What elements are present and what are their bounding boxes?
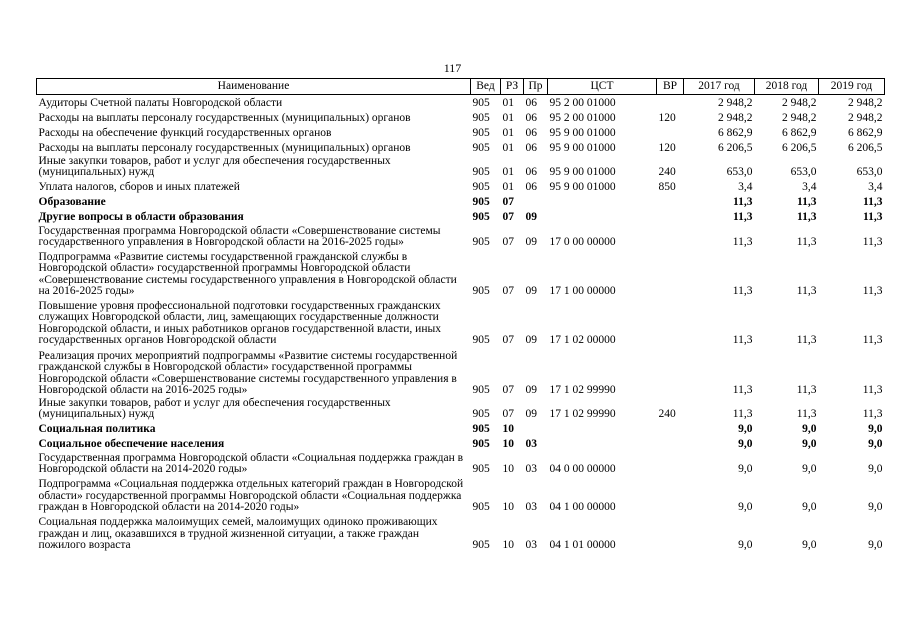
- table-row: [37, 451, 885, 476]
- cell-2019: 9,0: [868, 438, 883, 450]
- cell-name: Социальная поддержка малоимущих семей, малоимущих одиноко проживающих граждан и лиц, оказавшихся в трудной жизненной ситуации, а также граждан пожилого возраста: [38, 516, 438, 551]
- header-rz: РЗ: [501, 79, 524, 95]
- cell-2018: 11,3: [796, 285, 817, 297]
- table-row: [37, 347, 885, 397]
- cell-pr: [524, 421, 548, 436]
- cell-cst: 95 2 00 01000: [549, 97, 616, 109]
- cell-2019: 9,0: [868, 463, 883, 475]
- cell-2017: 11,3: [732, 334, 753, 346]
- cell-rz: 10: [502, 423, 514, 435]
- cell-vr: [657, 249, 684, 298]
- table-row: [37, 110, 885, 125]
- table-row: [37, 514, 885, 552]
- cell-cst: 17 1 00 00000: [549, 285, 616, 297]
- cell-name: Подпрограмма «Развитие системы государственной гражданской службы в Новгородской области» государственной программы Новгородской области «Совершенствование системы государственного управления в Новгородской области на 2016-2025 годы»: [38, 250, 457, 297]
- cell-ved: 905: [472, 501, 490, 513]
- table-row: [37, 298, 885, 347]
- cell-pr: 06: [525, 166, 537, 178]
- cell-2018: 11,3: [797, 196, 817, 208]
- cell-2019: 6 862,9: [848, 127, 883, 139]
- cell-vr: 120: [658, 112, 676, 124]
- table-row: [37, 194, 885, 209]
- cell-pr: 03: [525, 539, 537, 551]
- cell-2018: 11,3: [796, 334, 817, 346]
- cell-rz: 01: [502, 166, 514, 178]
- cell-2017: 11,3: [732, 408, 753, 420]
- cell-pr: 09: [525, 285, 537, 297]
- header-cst: ЦСТ: [548, 79, 657, 95]
- cell-name: Расходы на выплаты персоналу государственных (муниципальных) органов: [38, 142, 411, 154]
- cell-ved: 905: [472, 463, 490, 475]
- header-name: Наименование: [37, 79, 471, 95]
- cell-pr: 06: [525, 181, 537, 193]
- table-row: [37, 95, 885, 110]
- cell-2017: 2 948,2: [718, 97, 753, 109]
- table-row: [37, 209, 885, 224]
- cell-ved: 905: [472, 97, 490, 109]
- table-row: [37, 476, 885, 514]
- cell-rz: 01: [502, 181, 514, 193]
- table-row: [37, 397, 885, 421]
- cell-2019: 11,3: [863, 196, 883, 208]
- cell-pr: 09: [525, 408, 537, 420]
- cell-pr: 03: [525, 438, 537, 450]
- cell-rz: 01: [502, 127, 514, 139]
- cell-vr: [657, 451, 684, 476]
- cell-2019: 11,3: [862, 334, 883, 346]
- cell-name: Государственная программа Новгородской области «Совершенствование системы государственного управления в Новгородской области на 2016-2025 годы»: [38, 224, 441, 248]
- cell-ved: 905: [472, 384, 490, 396]
- cell-cst: 17 0 00 00000: [549, 236, 616, 248]
- cell-vr: [657, 95, 684, 110]
- cell-2017: 9,0: [738, 423, 753, 435]
- cell-pr: 09: [525, 384, 537, 396]
- cell-cst: [548, 194, 657, 209]
- cell-2017: 11,3: [732, 384, 753, 396]
- header-2018: 2018 год: [755, 79, 819, 95]
- cell-vr: [657, 347, 684, 397]
- cell-2018: 11,3: [796, 408, 817, 420]
- cell-2017: 6 206,5: [718, 142, 753, 154]
- cell-2018: 6 862,9: [782, 127, 817, 139]
- cell-vr: [657, 436, 684, 451]
- cell-2019: 2 948,2: [848, 97, 883, 109]
- cell-2017: 9,0: [738, 438, 753, 450]
- table-row: [37, 436, 885, 451]
- cell-name: Реализация прочих мероприятий подпрограммы «Развитие системы государственной гражданской службы в Новгородской области» государственной программы Новгородской области «Совершенствование системы государственного управления в Новгородской области на 2016-2025 годы»: [38, 349, 458, 396]
- header-vr: ВР: [657, 79, 684, 95]
- cell-ved: 905: [472, 334, 490, 346]
- cell-pr: 06: [525, 127, 537, 139]
- cell-ved: 905: [472, 211, 490, 223]
- table-row: [37, 224, 885, 249]
- cell-name: Уплата налогов, сборов и иных платежей: [38, 181, 240, 193]
- cell-2017: 2 948,2: [718, 112, 753, 124]
- cell-cst: 95 9 00 01000: [549, 181, 616, 193]
- cell-rz: 10: [502, 438, 514, 450]
- cell-rz: 07: [502, 211, 514, 223]
- cell-ved: 905: [472, 142, 490, 154]
- cell-ved: 905: [472, 181, 490, 193]
- cell-name: Иные закупки товаров, работ и услуг для обеспечения государственных (муниципальных) нужд: [38, 396, 391, 420]
- cell-ved: 905: [472, 285, 490, 297]
- table-row: [37, 421, 885, 436]
- cell-vr: [657, 476, 684, 514]
- cell-name: Социальное обеспечение населения: [38, 438, 225, 450]
- cell-ved: 905: [472, 423, 490, 435]
- table-row: [37, 249, 885, 298]
- cell-ved: 905: [472, 112, 490, 124]
- cell-2017: 11,3: [732, 236, 753, 248]
- cell-2017: 3,4: [738, 181, 753, 193]
- cell-2018: 11,3: [797, 211, 817, 223]
- cell-2019: 11,3: [862, 236, 883, 248]
- cell-rz: 07: [502, 196, 514, 208]
- cell-2017: 6 862,9: [718, 127, 753, 139]
- cell-2019: 11,3: [862, 408, 883, 420]
- cell-2018: 11,3: [796, 384, 817, 396]
- cell-vr: 240: [658, 166, 676, 178]
- cell-2017: 11,3: [732, 285, 753, 297]
- cell-2018: 9,0: [802, 501, 817, 513]
- cell-rz: 07: [502, 334, 514, 346]
- table-row: [37, 125, 885, 140]
- cell-2018: 9,0: [802, 423, 817, 435]
- cell-2018: 2 948,2: [782, 112, 817, 124]
- cell-2019: 11,3: [863, 211, 883, 223]
- cell-rz: 07: [502, 285, 514, 297]
- cell-cst: 95 9 00 01000: [549, 127, 616, 139]
- cell-ved: 905: [472, 408, 490, 420]
- header-ved: Вед: [471, 79, 501, 95]
- cell-rz: 10: [502, 501, 514, 513]
- cell-ved: 905: [472, 539, 490, 551]
- cell-pr: 09: [525, 334, 537, 346]
- table-row: [37, 179, 885, 194]
- cell-cst: 04 0 00 00000: [549, 463, 616, 475]
- cell-rz: 10: [502, 463, 514, 475]
- cell-cst: 17 1 02 00000: [549, 334, 616, 346]
- cell-2018: 3,4: [802, 181, 817, 193]
- table-header-row: [37, 79, 885, 95]
- cell-2017: 11,3: [733, 196, 753, 208]
- cell-ved: 905: [472, 438, 490, 450]
- cell-ved: 905: [472, 127, 490, 139]
- cell-ved: 905: [472, 196, 490, 208]
- cell-pr: 09: [525, 236, 537, 248]
- cell-2019: 11,3: [862, 285, 883, 297]
- cell-cst: [548, 436, 657, 451]
- cell-cst: 17 1 02 99990: [549, 408, 616, 420]
- table-row: [37, 140, 885, 155]
- cell-2019: 9,0: [868, 423, 883, 435]
- header-pr: Пр: [524, 79, 548, 95]
- cell-2018: 11,3: [796, 236, 817, 248]
- cell-rz: 01: [502, 142, 514, 154]
- cell-2018: 6 206,5: [782, 142, 817, 154]
- cell-pr: 06: [525, 112, 537, 124]
- cell-name: Расходы на выплаты персоналу государственных (муниципальных) органов: [38, 112, 411, 124]
- cell-name: Подпрограмма «Социальная поддержка отдельных категорий граждан в Новгородской области» государственной программы Новгородской области «Социальная поддержка граждан в Новгородской области на 2014-2020 годы»: [38, 478, 464, 513]
- cell-2018: 9,0: [802, 539, 817, 551]
- cell-2018: 9,0: [802, 463, 817, 475]
- cell-2019: 9,0: [868, 501, 883, 513]
- cell-name: Государственная программа Новгородской области «Социальная поддержка граждан в Новгородской области на 2014-2020 годы»: [38, 451, 464, 475]
- cell-vr: 850: [658, 181, 676, 193]
- cell-rz: 07: [502, 236, 514, 248]
- cell-name: Образование: [38, 196, 106, 208]
- cell-vr: [657, 514, 684, 552]
- cell-2017: 9,0: [738, 463, 753, 475]
- cell-2017: 9,0: [738, 539, 753, 551]
- cell-pr: 06: [525, 97, 537, 109]
- cell-2017: 9,0: [738, 501, 753, 513]
- page-number: 117: [443, 61, 462, 75]
- cell-vr: [657, 224, 684, 249]
- budget-table: [36, 78, 885, 552]
- cell-ved: 905: [472, 166, 490, 178]
- cell-name: Другие вопросы в области образования: [38, 211, 244, 223]
- table-row: [37, 155, 885, 179]
- cell-2017: 11,3: [733, 211, 753, 223]
- header-2019: 2019 год: [819, 79, 885, 95]
- cell-rz: 07: [502, 384, 514, 396]
- cell-cst: 95 9 00 01000: [549, 142, 616, 154]
- cell-2019: 11,3: [862, 384, 883, 396]
- cell-vr: 240: [658, 408, 676, 420]
- cell-name: Социальная политика: [38, 423, 156, 435]
- cell-2017: 653,0: [726, 166, 753, 178]
- cell-2019: 6 206,5: [848, 142, 883, 154]
- cell-2019: 653,0: [856, 166, 883, 178]
- cell-vr: [657, 209, 684, 224]
- cell-name: Повышение уровня профессиональной подготовки государственных гражданских служащих Новгородской области, лиц, замещающих государственные должности Новгородской области, и иных работников органов государственной власти, иных государственных органов Новгородской области: [38, 299, 441, 346]
- cell-2018: 2 948,2: [782, 97, 817, 109]
- cell-rz: 01: [502, 112, 514, 124]
- cell-vr: [657, 298, 684, 347]
- cell-rz: 01: [502, 97, 514, 109]
- cell-pr: 06: [525, 142, 537, 154]
- header-2017: 2017 год: [684, 79, 755, 95]
- cell-cst: 95 9 00 01000: [549, 166, 616, 178]
- cell-cst: 04 1 01 00000: [549, 539, 616, 551]
- cell-cst: 95 2 00 01000: [549, 112, 616, 124]
- cell-cst: [548, 421, 657, 436]
- cell-cst: [548, 209, 657, 224]
- cell-pr: 03: [525, 501, 537, 513]
- cell-name: Иные закупки товаров, работ и услуг для обеспечения государственных (муниципальных) нужд: [38, 154, 391, 178]
- cell-cst: 17 1 02 99990: [549, 384, 616, 396]
- cell-name: Аудиторы Счетной палаты Новгородской области: [38, 97, 283, 109]
- cell-pr: [524, 194, 548, 209]
- cell-2019: 3,4: [868, 181, 883, 193]
- cell-vr: [657, 125, 684, 140]
- cell-pr: 03: [525, 463, 537, 475]
- cell-name: Расходы на обеспечение функций государственных органов: [38, 127, 332, 139]
- cell-rz: 10: [502, 539, 514, 551]
- cell-vr: [657, 421, 684, 436]
- cell-2019: 9,0: [868, 539, 883, 551]
- cell-ved: 905: [472, 236, 490, 248]
- cell-2018: 653,0: [790, 166, 817, 178]
- cell-pr: 09: [525, 211, 537, 223]
- cell-cst: 04 1 00 00000: [549, 501, 616, 513]
- cell-rz: 07: [502, 408, 514, 420]
- cell-vr: 120: [658, 142, 676, 154]
- cell-vr: [657, 194, 684, 209]
- cell-2019: 2 948,2: [848, 112, 883, 124]
- cell-2018: 9,0: [802, 438, 817, 450]
